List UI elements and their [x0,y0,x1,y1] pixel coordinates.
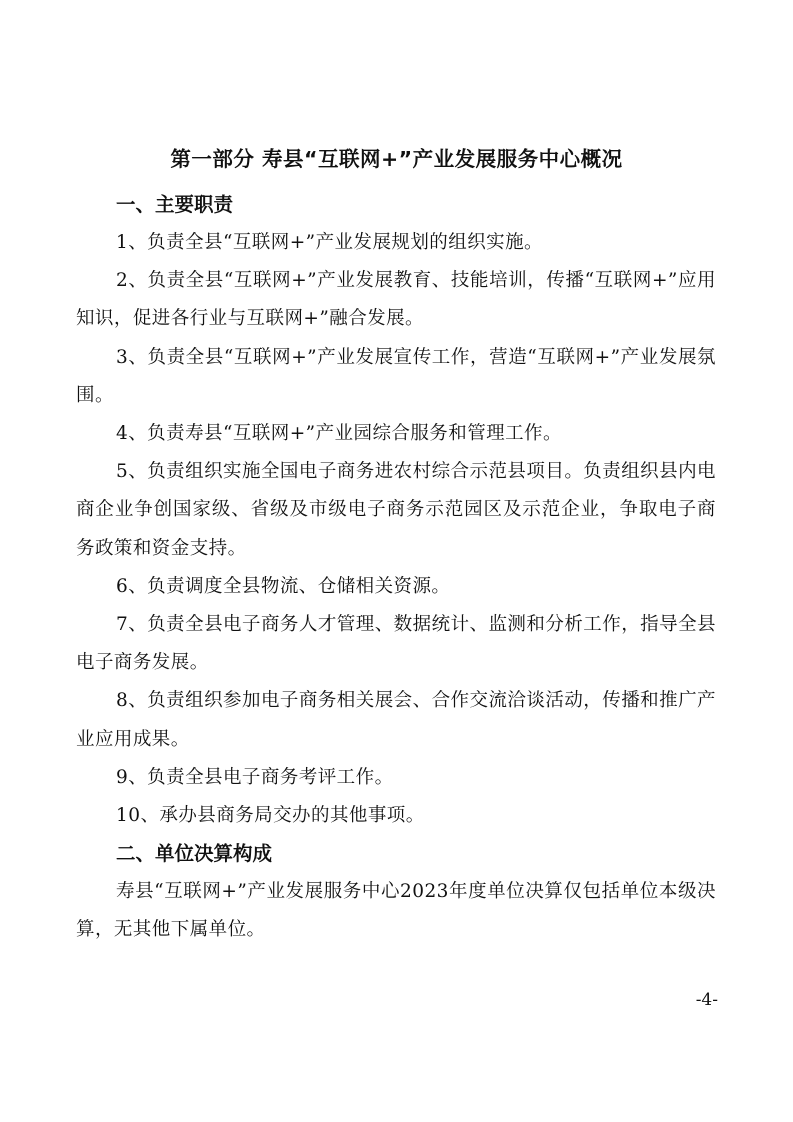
section-heading-budget-composition: 二、单位决算构成 [116,842,273,866]
document-title: 第一部分 寿县“互联网+”产业发展服务中心概况 [170,147,623,171]
page-number: -4- [695,990,718,1010]
duty-item-7: 7、负责全县电子商务人才管理、数据统计、监测和分析工作，指导全县电子商务发展。 [76,614,716,674]
duty-item-6: 6、负责调度全县物流、仓储相关资源。 [116,575,451,597]
document-body [76,186,716,950]
duty-item-4: 4、负责寿县“互联网+”产业园综合服务和管理工作。 [116,423,562,445]
duty-item-10: 10、承办县商务局交办的其他事项。 [116,805,425,827]
duty-item-2: 2、负责全县“互联网+”产业发展教育、技能培训，传播“互联网+”应用知识，促进各行业与互联网+”融合发展。 [76,270,716,330]
duty-item-8: 8、负责组织参加电子商务相关展会、合作交流洽谈活动，传播和推广产业应用成果。 [76,690,716,750]
budget-composition-paragraph: 寿县“互联网+”产业发展服务中心2023年度单位决算仅包括单位本级决算，无其他下属单位。 [76,881,716,941]
duty-item-3: 3、负责全县“互联网+”产业发展宣传工作，营造“互联网+”产业发展氛围。 [76,346,716,406]
duty-item-9: 9、负责全县电子商务考评工作。 [116,766,394,788]
duty-item-1: 1、负责全县“互联网+”产业发展规划的组织实施。 [116,232,543,253]
section-heading-main-duties: 一、主要职责 [116,193,234,216]
duty-item-5: 5、负责组织实施全国电子商务进农村综合示范县项目。负责组织县内电商企业争创国家级、省级及市级电子商务示范园区及示范企业，争取电子商务政策和资金支持。 [76,461,716,559]
